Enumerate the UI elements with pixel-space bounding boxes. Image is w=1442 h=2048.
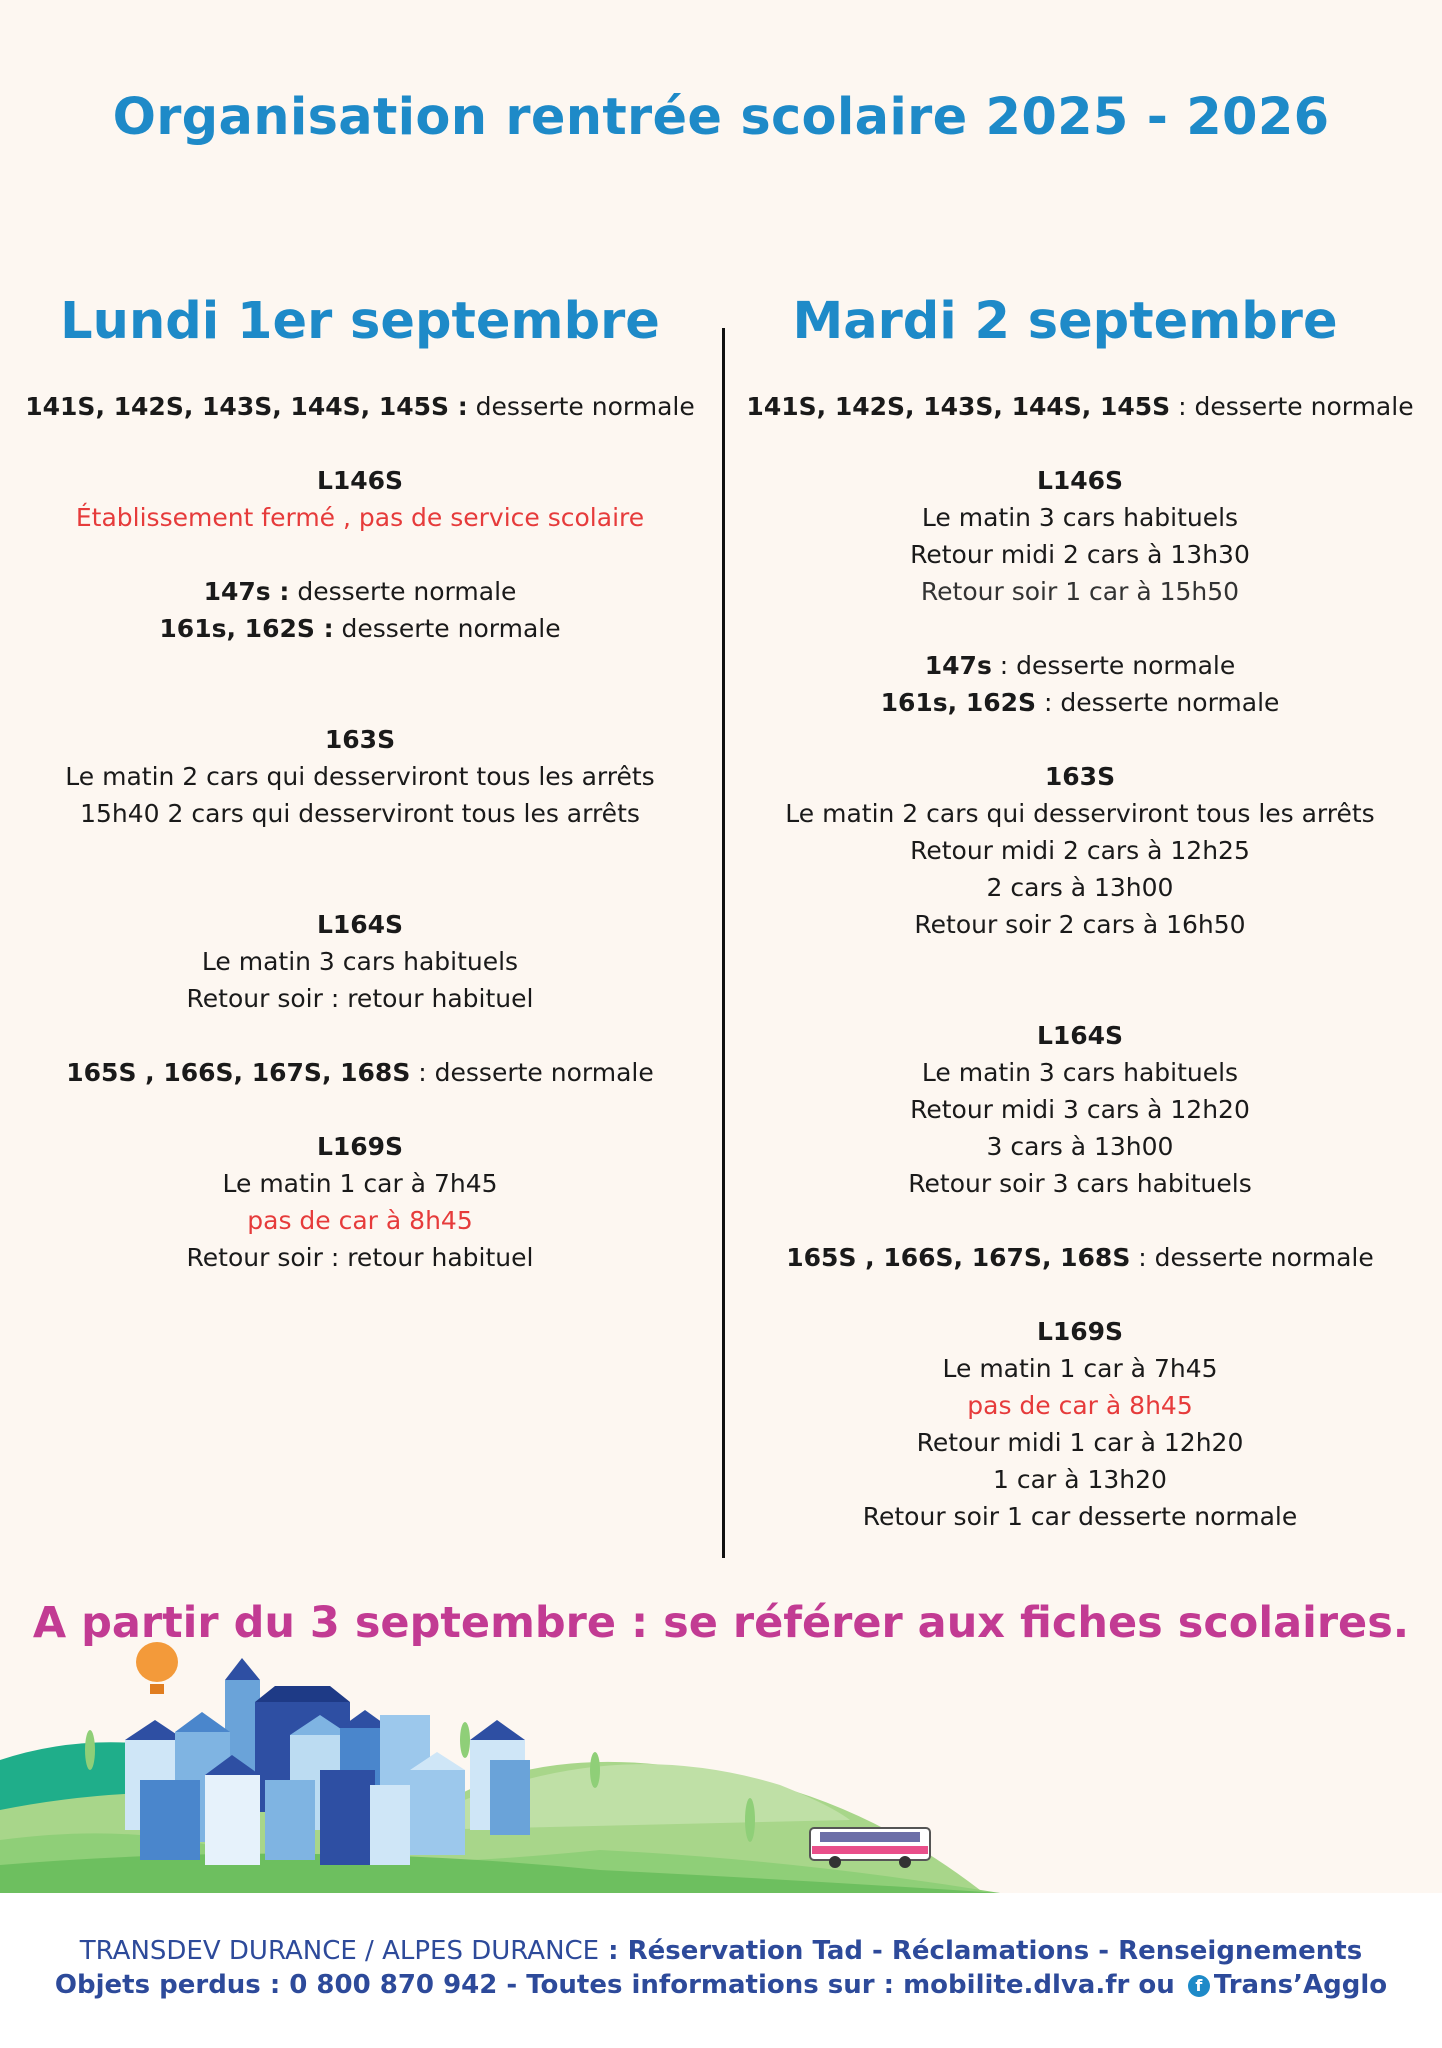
right-l169-title: L169S — [1036, 1317, 1124, 1346]
right-l146-title: L146S — [1036, 466, 1124, 495]
left-l163-line1: Le matin 2 cars qui desserviront tous les arrêts — [65, 762, 655, 791]
left-heading: Lundi 1er septembre — [60, 292, 660, 351]
page-title: Organisation rentrée scolaire 2025 - 2026 — [112, 88, 1330, 147]
right-l163-line3: 2 cars à 13h00 — [986, 873, 1174, 902]
left-l164-title: L164S — [316, 910, 404, 939]
right-l163-line4: Retour soir 2 cars à 16h50 — [914, 910, 1246, 939]
call-to-action: A partir du 3 septembre : se référer aux fiches scolaires. — [32, 1598, 1410, 1648]
right-l163-line2: Retour midi 2 cars à 12h25 — [910, 836, 1250, 865]
footer-line-2: Objets perdus : 0 800 870 942 - Toutes informations sur : mobilite.dlva.fr ou f Trans’Agglo — [54, 1970, 1388, 2000]
right-l164-line2: Retour midi 3 cars à 12h20 — [910, 1095, 1250, 1124]
left-l163-line2: 15h40 2 cars qui desserviront tous les arrêts — [80, 799, 640, 828]
right-l169-line5: Retour soir 1 car desserte normale — [862, 1502, 1298, 1531]
left-l169-line3: Retour soir : retour habituel — [186, 1243, 534, 1272]
right-l146-line2: Retour midi 2 cars à 13h30 — [910, 540, 1250, 569]
right-lines-141-145: 141S, 142S, 143S, 144S, 145S : desserte normale — [746, 392, 1414, 421]
left-lines-161-162: 161s, 162S : desserte normale — [159, 614, 561, 643]
left-lines-165-168: 165S , 166S, 167S, 168S : desserte normale — [66, 1058, 654, 1087]
left-l163-title: 163S — [324, 725, 396, 754]
left-l169-line1: Le matin 1 car à 7h45 — [222, 1169, 498, 1198]
right-l169-line3: Retour midi 1 car à 12h20 — [916, 1428, 1244, 1457]
village-landscape-illustration — [0, 1620, 1442, 1900]
left-l164-line2: Retour soir : retour habituel — [186, 984, 534, 1013]
facebook-icon: f — [1188, 1975, 1210, 1997]
right-schedule — [730, 388, 1430, 1535]
right-l163-line1: Le matin 2 cars qui desserviront tous les arrêts — [785, 799, 1375, 828]
left-l146-title: L146S — [316, 466, 404, 495]
right-l169-line1: Le matin 1 car à 7h45 — [942, 1354, 1218, 1383]
right-heading: Mardi 2 septembre — [792, 292, 1338, 351]
left-l164-line1: Le matin 3 cars habituels — [201, 947, 519, 976]
right-l146-line1: Le matin 3 cars habituels — [921, 503, 1239, 532]
left-lines-141-145: 141S, 142S, 143S, 144S, 145S : desserte normale — [25, 392, 695, 421]
column-divider — [722, 328, 725, 1558]
left-l146-line: Établissement fermé , pas de service scolaire — [75, 503, 645, 532]
right-lines-161-162: 161s, 162S : desserte normale — [880, 688, 1280, 717]
right-l146-line3: Retour soir 1 car à 15h50 — [920, 577, 1240, 606]
right-l163-title: 163S — [1044, 762, 1116, 791]
left-line-147: 147s : desserte normale — [203, 577, 517, 606]
right-l164-line4: Retour soir 3 cars habituels — [908, 1169, 1252, 1198]
right-l169-line2: pas de car à 8h45 — [967, 1391, 1193, 1420]
right-l164-title: L164S — [1036, 1021, 1124, 1050]
right-l164-line3: 3 cars à 13h00 — [986, 1132, 1174, 1161]
left-l169-title: L169S — [316, 1132, 404, 1161]
left-schedule — [10, 388, 710, 1276]
right-l169-line4: 1 car à 13h20 — [993, 1465, 1167, 1494]
right-l164-line1: Le matin 3 cars habituels — [921, 1058, 1239, 1087]
left-l169-line2: pas de car à 8h45 — [247, 1206, 473, 1235]
footer-line-1: TRANSDEV DURANCE / ALPES DURANCE : Réservation Tad - Réclamations - Renseignements — [79, 1936, 1363, 1966]
right-line-147: 147s : desserte normale — [924, 651, 1236, 680]
right-lines-165-168: 165S , 166S, 167S, 168S : desserte normale — [786, 1243, 1374, 1272]
